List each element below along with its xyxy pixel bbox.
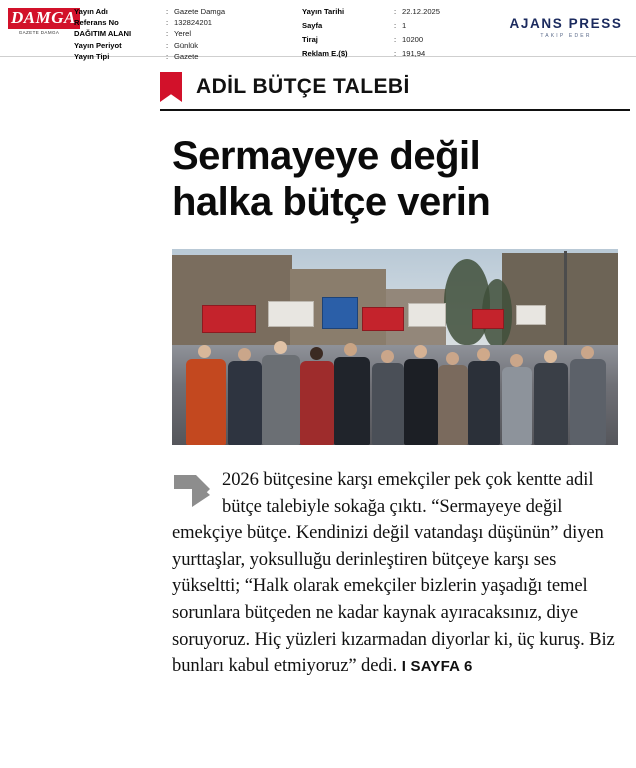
photo-person (468, 361, 500, 445)
meta-value: 1 (402, 21, 407, 30)
meta-column-right (302, 6, 502, 62)
photo-person-head (477, 348, 490, 361)
photo-person-head (510, 354, 523, 367)
photo-banner (516, 305, 546, 325)
meta-row (302, 20, 502, 34)
agency-logo (506, 6, 626, 39)
meta-value: 191,94 (402, 49, 426, 58)
photo-person-head (381, 350, 394, 363)
meta-row (302, 48, 502, 62)
photo-person-head (544, 350, 557, 363)
meta-label: Yayın Tarihi (302, 7, 345, 16)
meta-value: 10200 (402, 35, 424, 44)
meta-row (74, 51, 302, 62)
photo-banner (322, 297, 358, 329)
photo-person-head (344, 343, 357, 356)
photo-person (228, 361, 262, 445)
meta-value: Gazete Damga (174, 7, 226, 16)
kicker-label: ADİL BÜTÇE TALEBİ (196, 75, 410, 98)
meta-columns (74, 6, 506, 62)
photo-person (438, 365, 468, 445)
article-paragraph (172, 467, 618, 681)
meta-label: Yayın Periyot (74, 40, 122, 50)
meta-row (302, 6, 502, 20)
agency-tagline: TAKIP EDER (540, 33, 592, 39)
photo-person (300, 361, 334, 445)
meta-value: Gazete (174, 51, 199, 61)
photo-person-head (274, 341, 287, 354)
flag-icon (160, 72, 182, 102)
meta-label: Yayın Tipi (74, 51, 110, 61)
meta-colon: : (394, 7, 397, 16)
arrow-down-right-icon (172, 473, 212, 509)
photo-person (570, 359, 606, 445)
meta-row (302, 34, 502, 48)
meta-row (74, 28, 302, 39)
meta-row (74, 6, 302, 17)
agency-name: AJANS PRESS (509, 16, 623, 31)
page-title (172, 133, 630, 225)
photo-banner (362, 307, 404, 331)
meta-colon: : (166, 29, 169, 39)
meta-colon: : (394, 35, 397, 44)
meta-colon: : (166, 7, 169, 16)
photo-person-head (581, 346, 594, 359)
photo-person-head (238, 348, 251, 361)
meta-label: DAĞITIM ALANI (74, 29, 132, 39)
meta-value: 132824201 (174, 18, 213, 28)
meta-label: Tiraj (302, 35, 318, 44)
photo-person-head (310, 347, 323, 360)
photo-person (404, 359, 438, 445)
logo-wordmark: DAMGA (8, 8, 80, 29)
meta-label: Reklam E.($) (302, 49, 348, 58)
photo-person (372, 363, 404, 445)
photo-person (186, 359, 226, 445)
headline-line-1: Sermayeye değil (172, 134, 481, 178)
photo-banner (472, 309, 504, 329)
photo-person (502, 367, 532, 445)
meta-colon: : (394, 49, 397, 58)
publication-logo (8, 6, 74, 35)
meta-value: Günlük (174, 40, 199, 50)
meta-row (74, 40, 302, 51)
article-photo (172, 249, 618, 445)
photo-person-head (414, 345, 427, 358)
article-text: 2026 bütçesine karşı emekçiler pek çok kentte adil bütçe talebiyle sokağa çıktı. “Sermayeye değil emekçiye bütçe. Kendinizi değil vatandaşı düşünün” diyen yurttaşlar, yoksulluğu derinleştiren bütçeye karşı ses yükseltti; “Halk olarak emekçiler bizlerin yaşadığı temel sorunlara bütçeden ne kadar kaynak ayıracaksınız, diye soruyoruz. Hiç yüzleri kızarmadan diyorlar ki, üç kuruş. Biz bunları kabul etmiyoruz” dedi. (172, 469, 615, 677)
logo-subtext: GAZETE DAMGA (18, 30, 60, 35)
meta-colon: : (166, 51, 169, 61)
photo-building (502, 253, 618, 353)
meta-value: 22.12.2025 (402, 7, 441, 16)
photo-person-head (446, 352, 459, 365)
photo-banner (268, 301, 314, 327)
photo-banner (408, 303, 446, 327)
news-clipping (0, 71, 636, 681)
meta-value: Yerel (174, 29, 192, 39)
photo-person (262, 355, 300, 445)
meta-column-left (74, 6, 302, 62)
photo-person-head (198, 345, 211, 358)
photo-person (534, 363, 568, 445)
meta-label: Yayın Adı (74, 7, 108, 16)
meta-label: Referans No (74, 18, 119, 28)
headline-line-2: halka bütçe verin (172, 180, 491, 224)
document-meta-bar (0, 0, 636, 61)
meta-colon: : (166, 40, 169, 50)
meta-colon: : (394, 21, 397, 30)
article-body (172, 467, 618, 681)
photo-banner (202, 305, 256, 333)
meta-label: Sayfa (302, 21, 323, 30)
photo-person (334, 357, 370, 445)
page-reference: I SAYFA 6 (401, 658, 473, 676)
meta-colon: : (166, 18, 169, 28)
meta-row (74, 17, 302, 28)
section-kicker (160, 71, 630, 111)
clipping-column (160, 71, 630, 681)
